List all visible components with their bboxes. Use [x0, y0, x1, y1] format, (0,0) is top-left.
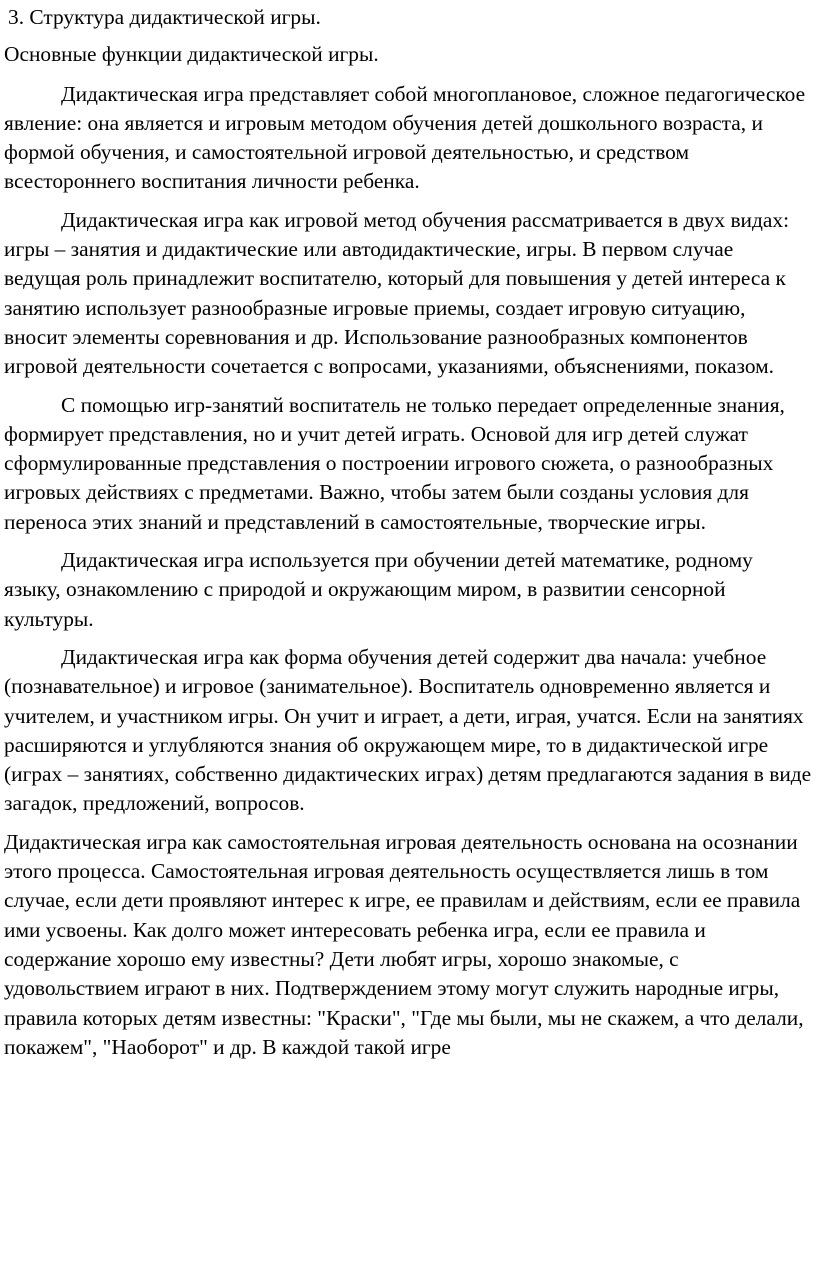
- paragraph: С помощью игр-занятий воспитатель не только передает определенные знания, формирует представления, но и учит детей играть. Основой для игр детей служат сформулированные представления о построении игрового сюжета, о разнообразных игровых действиях с предметами. Важно, чтобы затем были созданы условия для переноса этих знаний и представлений в самостоятельные, творческие игры.: [4, 392, 785, 534]
- paragraph: Дидактическая игра как форма обучения детей содержит два начала: учебное (познавательное) и игровое (занимательное). Воспитатель одновременно является и учителем, и участником игры. Он учит и играет, а дети, играя, учатся. Если на занятиях расширяются и углубляются знания об окружающем мире, то в дидактической игре (играх – занятиях, собственно дидактических играх) детям предлагаются задания в виде загадок, предложений, вопросов.: [4, 644, 812, 816]
- paragraph: Дидактическая игра как самостоятельная игровая деятельность основана на осознании этого процесса. Самостоятельная игровая деятельность осуществляется лишь в том случае, если дети проявляют интерес к игре, ее правилам и действиям, если ее правила ими усвоены. Как долго может интересовать ребенка игра, если ее правила и содержание хорошо ему известны? Дети любят игры, хорошо знакомые, с удовольствием играют в них. Подтверждением этому могут служить народные игры, правила которых детям известны: "Краски", "Где мы были, мы не скажем, а что делали, покажем", "Наоборот" и др. В каждой такой игре: [4, 829, 804, 1059]
- section-heading: 3. Структура дидактической игры.: [8, 5, 321, 29]
- paragraph: Дидактическая игра представляет собой многоплановое, сложное педагогическое явление: она является и игровым методом обучения детей дошкольного возраста, и формой обучения, и самостоятельной игровой деятельностью, и средством всестороннего воспитания личности ребенка.: [4, 81, 806, 194]
- paragraph: Дидактическая игра используется при обучении детей математике, родному языку, ознакомлению с природой и окружающим миром, в развитии сенсорной культуры.: [4, 548, 753, 631]
- section-subheading: Основные функции дидактической игры.: [4, 42, 379, 67]
- paragraph: Дидактическая игра как игровой метод обучения рассматривается в двух видах: игры – занятия и дидактические или автодидактические, игры. В первом случае ведущая роль принадлежит воспитателю, который для повышения у детей интереса к занятию использует разнообразные игровые приемы, создает игровую ситуацию, вносит элементы соревнования и др. Использование разнообразных компонентов игровой деятельности сочетается с вопросами, указаниями, объяснениями, показом.: [4, 207, 790, 379]
